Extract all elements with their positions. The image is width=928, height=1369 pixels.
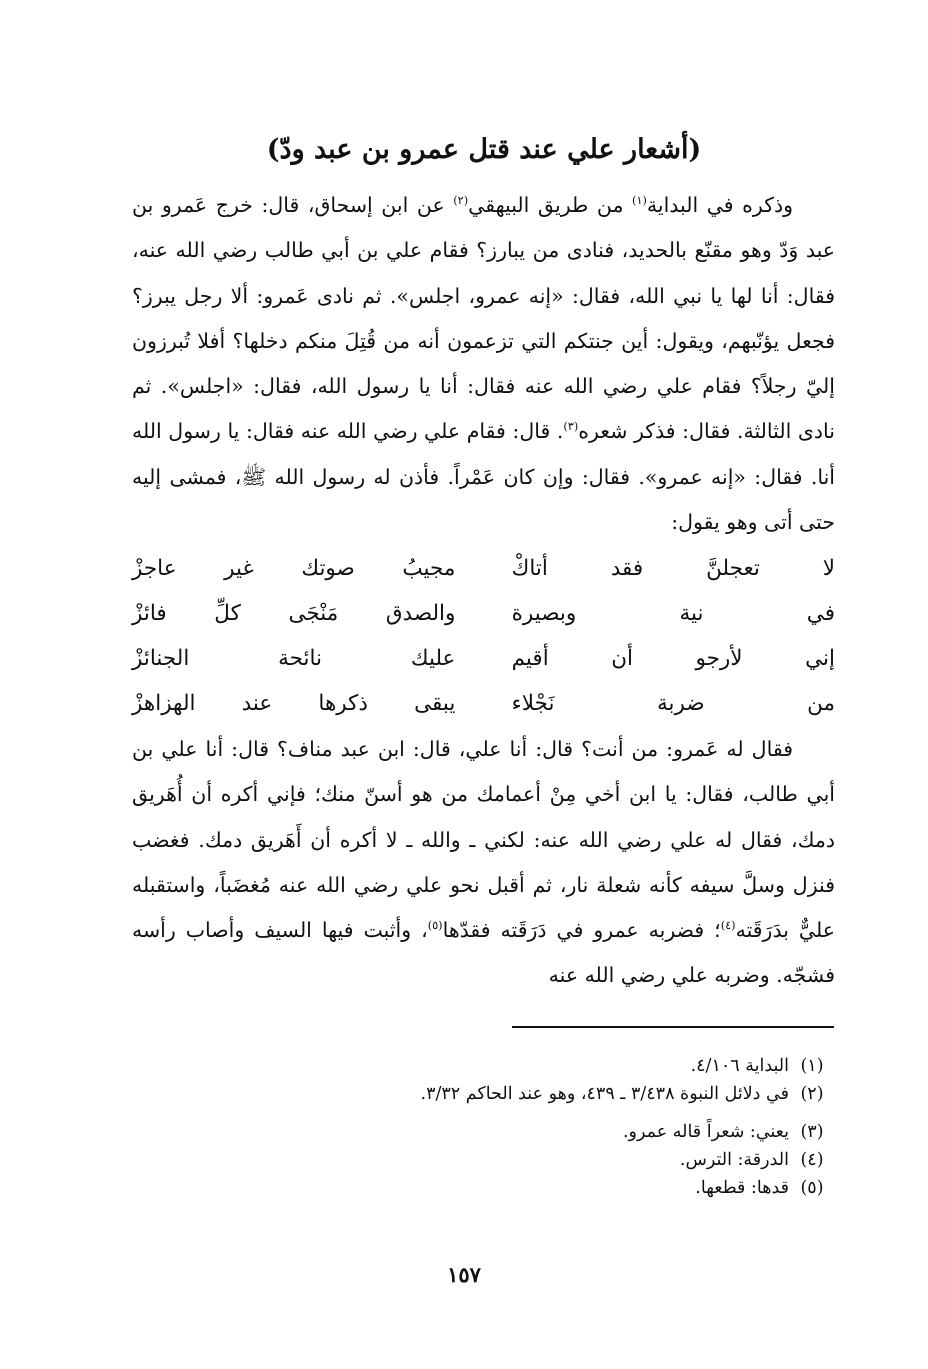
poem-verse	[132, 636, 835, 681]
paragraph-2	[132, 727, 835, 999]
footnote-marker: (١)	[632, 194, 647, 208]
paragraph-text: من طريق البيهقي	[468, 193, 633, 217]
paragraph-text: . قال: فقام علي رضي الله عنه فقال: يا رسول الله أنا. فقال: «إنه عمرو». فقال: وإن كان عَمْراً. فأذن له رسول الله ﷺ، فمشى إليه حتى أتى وهو يقول:	[132, 419, 835, 535]
footnote-number: (١)	[800, 1056, 824, 1076]
page-number: ١٥٧	[447, 1262, 481, 1287]
footnote	[132, 1052, 835, 1080]
verse-second-hemistich: يبقى ذكرها عند الهزاهزْ	[132, 691, 456, 716]
verse-first-hemistich: لا تعجلنَّ فقد أتاكْ	[511, 556, 835, 581]
footnote-marker: (٢)	[453, 194, 469, 208]
footnotes	[132, 1052, 835, 1202]
paragraph-text: عن ابن إسحاق، قال: خرج عَمرو بن عبد وَدّ وهو مقنّع بالحديد، فنادى من يبارز؟ فقام علي بن أبي طالب رضي الله عنه، فقال: أنا لها يا نبي الله، فقال: «إنه عمرو، اجلس». ثم نادى عَمرو: ألا رجل يبرز؟ فجعل يؤنّبهم، ويقول: أين جنتكم التي تزعمون أنه من قُتِلَ منكم دخلها؟ أفلا تُبرزون إليّ رجلاً؟ فقام علي رضي الله عنه فقال: أنا يا رسول الله، فقال: «اجلس». ثم نادى الثالثة. فقال: فذكر شعره	[132, 193, 835, 444]
poem-verse	[132, 591, 835, 636]
paragraph-text: وذكره في البداية	[646, 193, 793, 217]
footnote-number: (٥)	[800, 1178, 824, 1198]
footnote-number: (٣)	[800, 1122, 824, 1142]
paragraph-text: فقال له عَمرو: من أنت؟ قال: أنا علي، قال: ابن عبد مناف؟ قال: أنا علي بن أبي طالب، فقال: يا ابن أخي مِنْ أعمامك من هو أسنّ منك؛ فإني أكره أن أُهَريق دمك، فقال له علي رضي الله عنه: لكني ـ والله ـ لا أكره أن أَهَريق دمك. فغضب فنزل وسلَّ سيفه كأنه شعلة نار، ثم أقبل نحو علي رضي الله عنه مُغضَباً، واستقبله عليٌّ بدَرَقَته	[132, 737, 835, 943]
footnote-text: يعني: شعراً قاله عمرو.	[622, 1122, 789, 1142]
paragraph-text: ؛ فضربه عمرو في دَرَقَته فقدّها	[442, 918, 721, 943]
verse-second-hemistich: مجيبُ صوتك غير عاجزْ	[132, 556, 456, 581]
footnote-text: في دلائل النبوة ٣/٤٣٨ ـ ٤٣٩، وهو عند الحاكم ٣/٣٢.	[420, 1084, 789, 1104]
footnote-number: (٤)	[800, 1150, 824, 1170]
footnote	[132, 1146, 835, 1174]
verse-second-hemistich: والصدق مَنْجَى كلِّ فائزْ	[132, 601, 456, 626]
footnote-marker: (٥)	[427, 919, 443, 933]
poem-verse	[132, 546, 835, 591]
paragraph-text: ، وأثبت فيها السيف وأصاب رأسه فشجّه. وضربه علي رضي الله عنه	[132, 918, 835, 988]
verse-first-hemistich: في نية وبصيرة	[511, 601, 835, 626]
footnote-marker: (٤)	[720, 919, 736, 933]
paragraph-1	[132, 183, 835, 545]
footnote-text: البداية ٤/١٠٦.	[690, 1056, 789, 1076]
verse-first-hemistich: إني لأرجو أن أقيم	[511, 646, 835, 671]
poem	[132, 546, 835, 726]
footnote-number: (٢)	[800, 1084, 824, 1104]
footnote	[132, 1118, 835, 1146]
section-title: (أشعار علي عند قتل عمرو بن عبد ودّ)	[266, 134, 702, 165]
verse-second-hemistich: عليك نائحة الجنائزْ	[132, 646, 456, 671]
footnote-text: قدها: قطعها.	[695, 1178, 789, 1198]
footnote-marker: (٣)	[563, 420, 579, 434]
verse-first-hemistich: من ضربة نَجْلاء	[511, 691, 835, 716]
footnote	[132, 1080, 835, 1108]
poem-verse	[132, 681, 835, 726]
footnote-separator	[512, 1026, 834, 1028]
footnote	[132, 1174, 835, 1202]
footnote-text: الدرقة: الترس.	[679, 1150, 789, 1170]
